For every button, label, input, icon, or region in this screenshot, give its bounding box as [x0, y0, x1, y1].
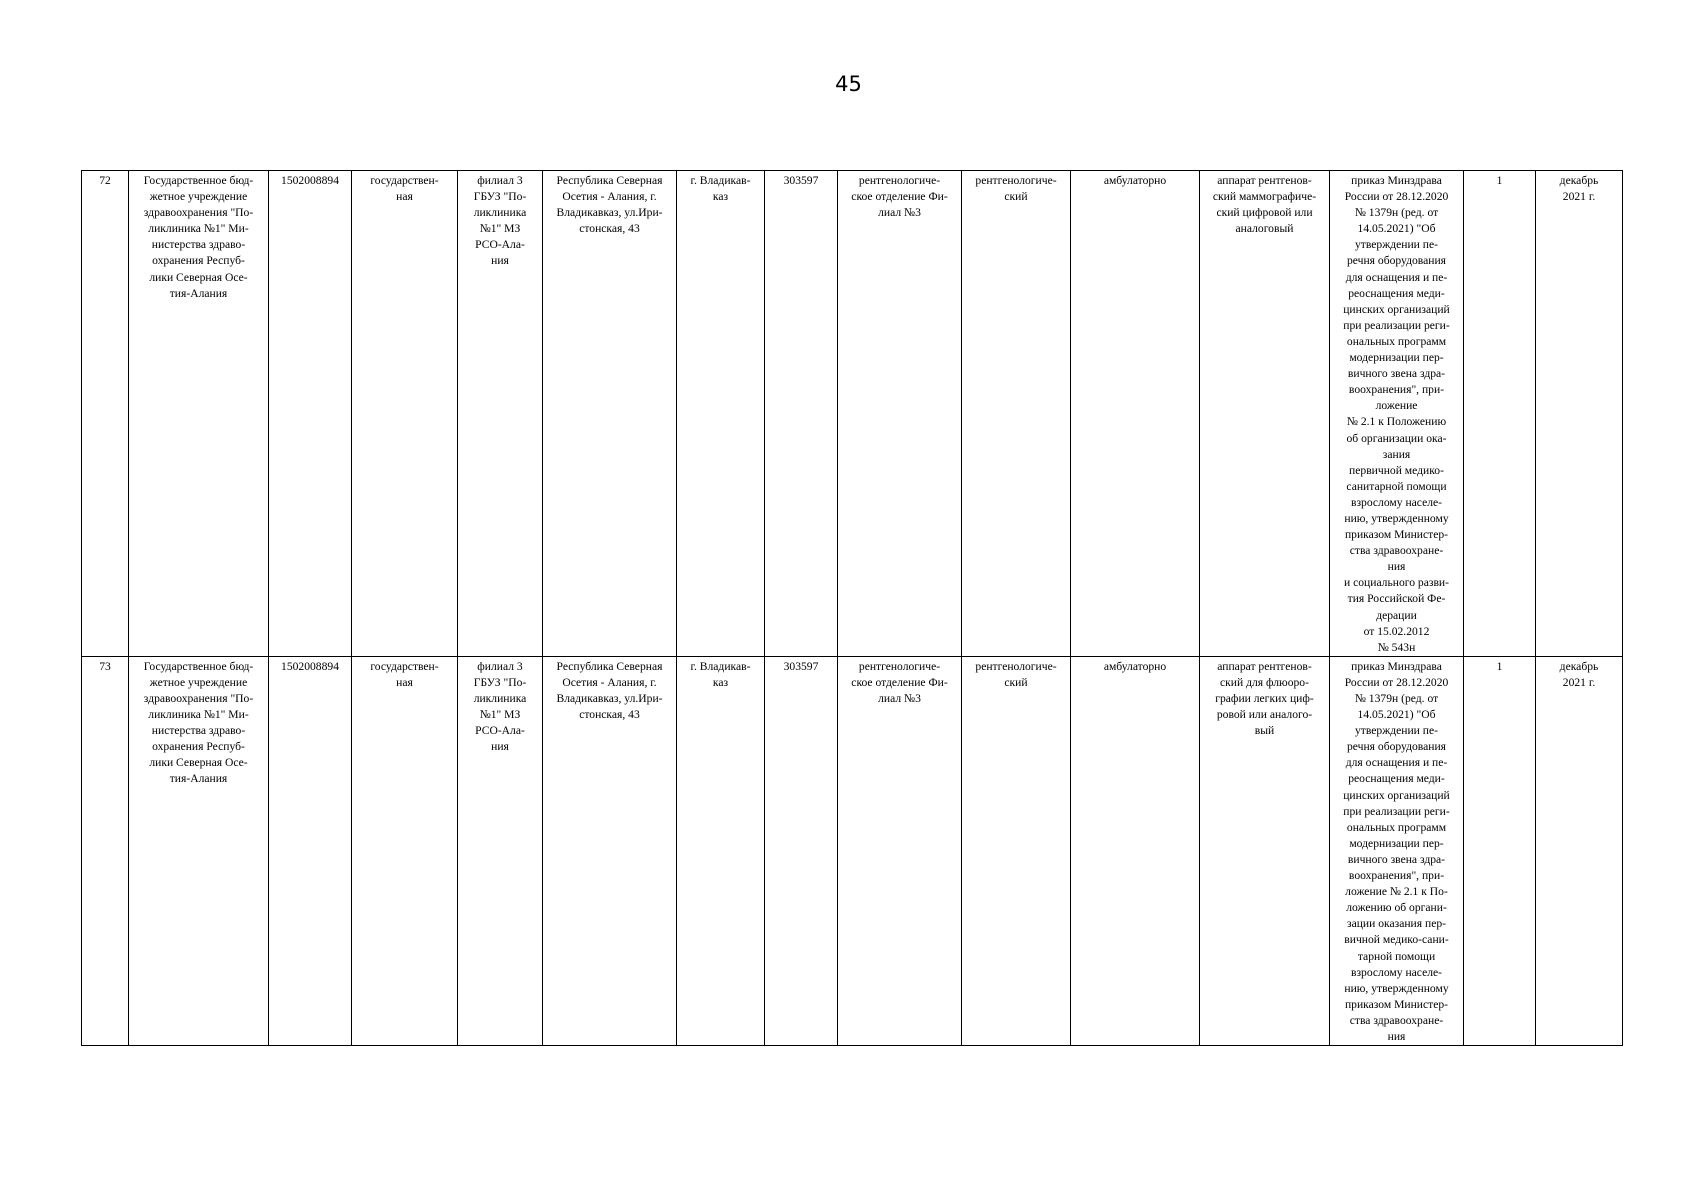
cell-institution: Государственное бюд- жетное учреждение здравоохранения "По- ликлиника №1" Ми- нистерства здраво- охранения Респуб- лики Северная Осе- тия-Алания	[129, 656, 269, 1045]
cell-quantity: 1	[1464, 171, 1536, 657]
equipment-table	[81, 170, 1623, 1046]
cell-conditions: амбулаторно	[1071, 656, 1200, 1045]
cell-department: рентгенологиче- ское отделение Фи- лиал №3	[838, 171, 962, 657]
cell-code: 303597	[765, 171, 838, 657]
cell-branch: филиал 3 ГБУЗ "По- ликлиника №1" МЗ РСО-Ала- ния	[458, 656, 543, 1045]
cell-number: 73	[82, 656, 129, 1045]
cell-basis: приказ Минздрава России от 28.12.2020 № 1379н (ред. от 14.05.2021) "Об утверждении пе- речня оборудования для оснащения и пе- реоснащения меди- цинских организаций при реализации реги- ональных программ модернизации пер- вичного звена здра- воохранения", при- ложение № 2.1 к Положению об организации ока- зания первичной медико- санитарной помощи взрослому населе- нию, утвержденному приказом Министер- ства здравоохране- ния и социального разви- тия Российской Фе- дерации от 15.02.2012 № 543н	[1330, 171, 1464, 657]
cell-profile: рентгенологиче- ский	[962, 656, 1071, 1045]
cell-inn: 1502008894	[269, 656, 352, 1045]
cell-city: г. Владикав- каз	[677, 656, 765, 1045]
cell-date: декабрь 2021 г.	[1536, 656, 1623, 1045]
cell-institution: Государственное бюд- жетное учреждение здравоохранения "По- ликлиника №1" Ми- нистерства здраво- охранения Респуб- лики Северная Осе- тия-Алания	[129, 171, 269, 657]
cell-inn: 1502008894	[269, 171, 352, 657]
cell-equipment: аппарат рентгенов- ский для флюоро- графии легких циф- ровой или аналого- вый	[1200, 656, 1330, 1045]
cell-department: рентгенологиче- ское отделение Фи- лиал №3	[838, 656, 962, 1045]
page-number: 45	[835, 72, 862, 96]
cell-code: 303597	[765, 656, 838, 1045]
cell-date: декабрь 2021 г.	[1536, 171, 1623, 657]
cell-conditions: амбулаторно	[1071, 171, 1200, 657]
cell-number: 72	[82, 171, 129, 657]
cell-ownership: государствен- ная	[352, 656, 458, 1045]
table-row	[82, 656, 1623, 1045]
cell-address: Республика Северная Осетия - Алания, г. Владикавказ, ул.Ири- стонская, 43	[543, 656, 677, 1045]
cell-address: Республика Северная Осетия - Алания, г. Владикавказ, ул.Ири- стонская, 43	[543, 171, 677, 657]
cell-branch: филиал 3 ГБУЗ "По- ликлиника №1" МЗ РСО-Ала- ния	[458, 171, 543, 657]
cell-ownership: государствен- ная	[352, 171, 458, 657]
cell-basis: приказ Минздрава России от 28.12.2020 № 1379н (ред. от 14.05.2021) "Об утверждении пе- речня оборудования для оснащения и пе- реоснащения меди- цинских организаций при реализации реги- ональных программ модернизации пер- вичного звена здра- воохранения", при- ложение № 2.1 к По- ложению об органи- зации оказания пер- вичной медико-сани- тарной помощи взрослому населе- нию, утвержденному приказом Министер- ства здравоохране- ния	[1330, 656, 1464, 1045]
cell-quantity: 1	[1464, 656, 1536, 1045]
cell-city: г. Владикав- каз	[677, 171, 765, 657]
cell-profile: рентгенологиче- ский	[962, 171, 1071, 657]
cell-equipment: аппарат рентгенов- ский маммографиче- ский цифровой или аналоговый	[1200, 171, 1330, 657]
table-row	[82, 171, 1623, 657]
